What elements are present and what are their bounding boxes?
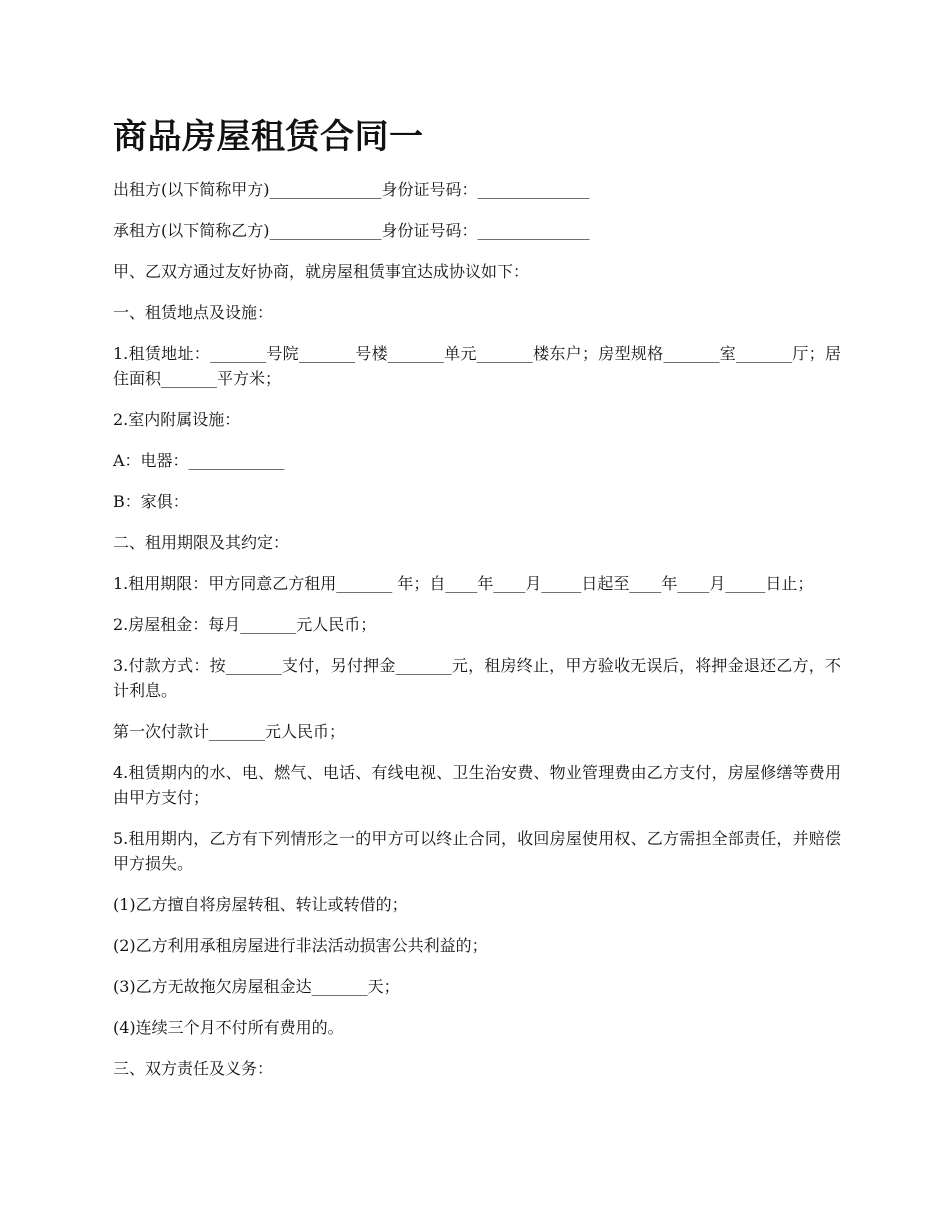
- clause-facilities: 2.室内附属设施：: [113, 410, 241, 429]
- clause-preamble: 甲、乙双方通过友好协商，就房屋租赁事宜达成协议如下：: [113, 262, 530, 281]
- document-page: [113, 112, 841, 1097]
- clause-termination-item-2: (2)乙方利用承租房屋进行非法活动损害公共利益的；: [113, 936, 488, 955]
- clause-utilities: 4.租赁期内的水、电、燃气、电话、有线电视、卫生治安费、物业管理费由乙方支付，房屋修缮等费用由甲方支付；: [113, 763, 841, 807]
- section-heading-term: 二、租用期限及其约定：: [113, 533, 290, 552]
- clause-appliances: A：电器：____________: [113, 451, 285, 470]
- clause-termination: 5.租用期内，乙方有下列情形之一的甲方可以终止合同，收回房屋使用权、乙方需担全部责任，并赔偿甲方损失。: [113, 829, 841, 873]
- clause-termination-item-1: (1)乙方擅自将房屋转租、转让或转借的；: [113, 895, 408, 914]
- section-heading-location: 一、租赁地点及设施：: [113, 303, 274, 322]
- clause-furniture: B：家俱：: [113, 492, 189, 511]
- clause-lessor-info: 出租方(以下简称甲方)______________身份证号码：______________: [113, 180, 590, 199]
- document-title: 商品房屋租赁合同一: [113, 117, 424, 157]
- clause-termination-item-3: (3)乙方无故拖欠房屋租金达_______天；: [113, 977, 400, 996]
- clause-termination-item-4: (4)连续三个月不付所有费用的。: [113, 1018, 344, 1037]
- clause-address: 1.租赁地址：_______号院_______号楼_______单元_______楼东户；房型规格_______室_______厅；居住面积_______平方米；: [113, 344, 841, 388]
- clause-rent: 2.房屋租金：每月_______元人民币；: [113, 615, 377, 634]
- clause-first-payment: 第一次付款计_______元人民币；: [113, 722, 346, 741]
- clause-lessee-info: 承租方(以下简称乙方)______________身份证号码：______________: [113, 221, 590, 240]
- clause-term: 1.租用期限：甲方同意乙方租用_______ 年；自____年____月_____日起至____年____月_____日止；: [113, 574, 814, 593]
- section-heading-responsibilities: 三、双方责任及义务：: [113, 1059, 274, 1078]
- clause-payment: 3.付款方式：按_______支付，另付押金_______元，租房终止，甲方验收无误后，将押金退还乙方，不计利息。: [113, 656, 841, 700]
